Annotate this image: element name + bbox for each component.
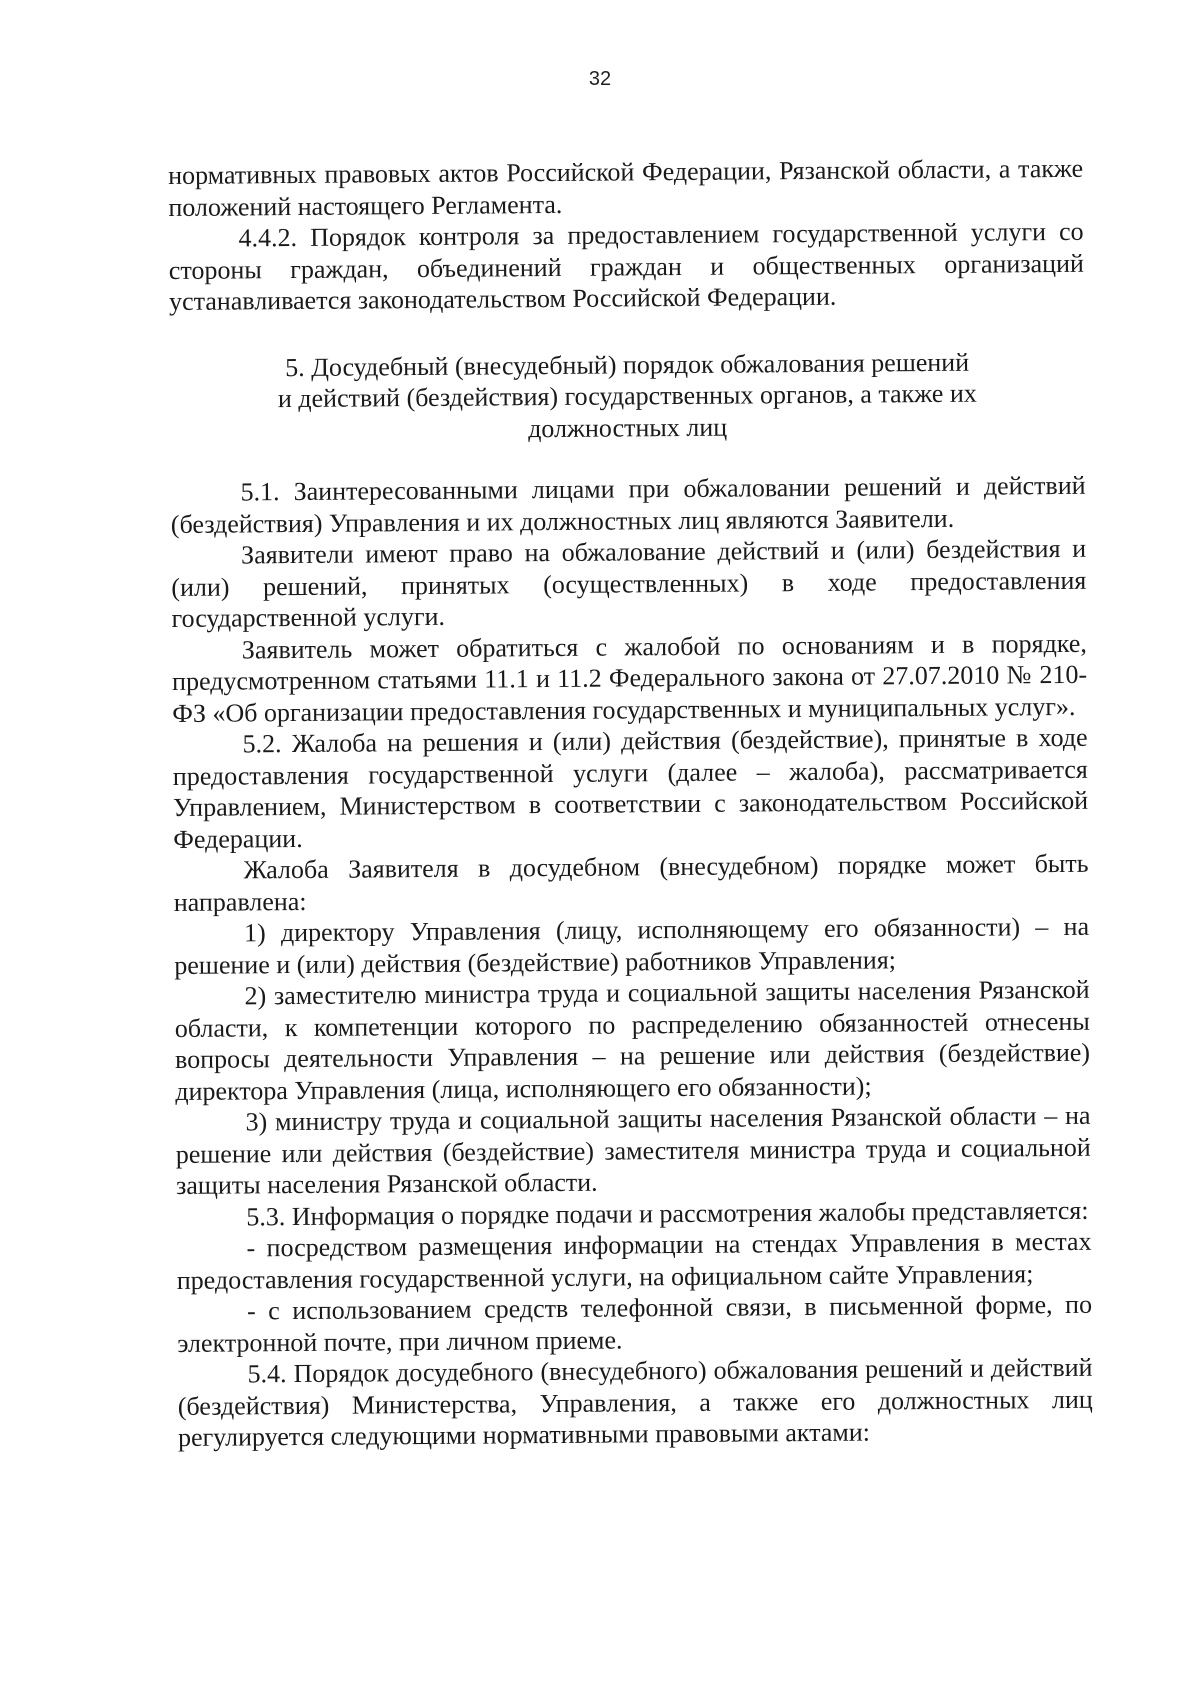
paragraph-4-4-2: 4.4.2. Порядок контроля за предоставлением государственной услуги со стороны граждан, объединений граждан и общественных организаций устанавливается законодательством Российской Федерации. [168, 216, 1084, 316]
paragraph-complaint-direction: Жалоба Заявителя в досудебном (внесудебном) порядке может быть направлена: [173, 848, 1089, 917]
paragraph-applicant-rights: Заявители имеют право на обжалование действий и (или) бездействия и (или) решений, принятых (осуществленных) в ходе предоставления государственной услуги. [171, 533, 1087, 633]
list-item-1: 1) директору Управления (лицу, исполняющему его обязанности) – на решение и (или) действия (бездействие) работников Управления; [174, 911, 1090, 980]
paragraph-5-2: 5.2. Жалоба на решения и (или) действия (бездействие), принятые в ходе предоставления государственной услуги (далее – жалоба), рассматривается Управлением, Министерством в соответствии с законодательством Российской Федерации. [172, 722, 1089, 854]
paragraph-5-3: 5.3. Информация о порядке подачи и рассмотрения жалобы представляется: [246, 1195, 1089, 1231]
list-item-3: 3) министру труда и социальной защиты населения Рязанской области – на решение или действия (бездействие) заместителя министра труда и социальной защиты населения Рязанской области. [175, 1100, 1091, 1200]
document-body [168, 153, 1093, 1454]
section-heading-line-3: должностных лиц [528, 412, 728, 443]
paragraph-applicant-complaint: Заявитель может обратиться с жалобой по основаниям и в порядке, предусмотренном статьями 11.1 и 11.2 Федерального закона от 27.07.2010 № 210-ФЗ «Об организации предоставления государственных и муниципальных услуг». [171, 628, 1088, 728]
paragraph-5-1: 5.1. Заинтересованными лицами при обжаловании решений и действий (бездействия) Управления и их должностных лиц являются Заявители. [170, 470, 1086, 539]
page-number: 32 [588, 68, 612, 90]
list-item-2: 2) заместителю министра труда и социальной защиты населения Рязанской области, к компетенции которого по распределению обязанностей отнесены вопросы деятельности Управления – на решение или действия (бездействие) директора Управления (лица, исполняющего его обязанности); [174, 974, 1091, 1106]
list-item-stands: - посредством размещения информации на стендах Управления в местах предоставления государственной услуги, на официальном сайте Управления; [176, 1226, 1092, 1295]
list-item-phone: - с использованием средств телефонной связи, в письменной форме, по электронной почте, при личном приеме. [177, 1289, 1093, 1358]
section-heading-line-2: и действий (бездействия) государственных органов, а также их [277, 378, 977, 414]
section-heading-line-1: 5. Досудебный (внесудебный) порядок обжалования решений [285, 347, 970, 382]
paragraph-continuation: нормативных правовых актов Российской Федерации, Рязанской области, а также положений настоящего Регламента. [168, 153, 1084, 222]
paragraph-5-4: 5.4. Порядок досудебного (внесудебного) обжалования решений и действий (бездействия) Министерства, Управления, а также его должностных лиц регулируется следующими нормативными правовыми актами: [177, 1352, 1093, 1452]
section-5-heading [170, 345, 1086, 447]
